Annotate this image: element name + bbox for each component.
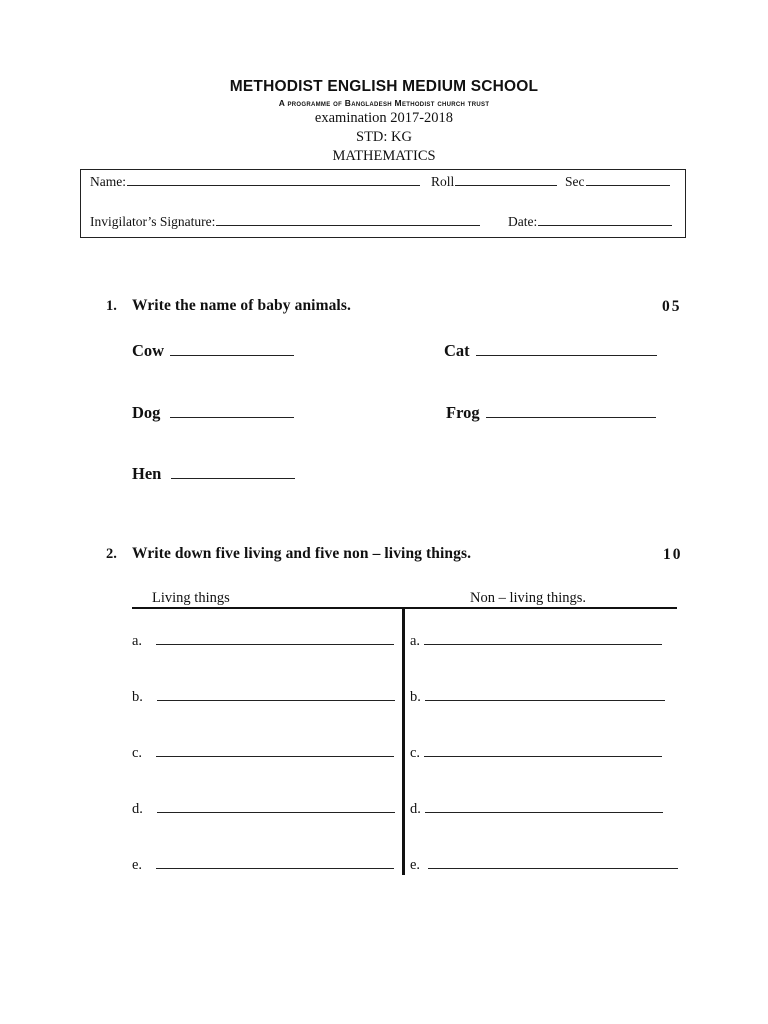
animal-label: Hen — [132, 464, 162, 483]
row-label: b. — [132, 689, 143, 705]
name-blank[interactable] — [127, 184, 420, 186]
sec-field[interactable] — [565, 174, 670, 190]
animal-label: Cat — [444, 341, 470, 360]
living-row-e[interactable] — [132, 857, 394, 874]
answer-blank[interactable] — [486, 416, 656, 418]
row-label: b. — [410, 689, 421, 705]
name-label: Name: — [90, 174, 126, 189]
col-living-header: Living things — [152, 590, 230, 606]
nonliving-row-c[interactable] — [410, 745, 662, 762]
row-label: d. — [132, 801, 143, 817]
animal-dog[interactable] — [132, 403, 294, 423]
row-label: c. — [132, 745, 143, 761]
q1-number: 1. — [106, 298, 117, 314]
nonliving-row-d[interactable] — [410, 801, 663, 818]
roll-field[interactable] — [431, 174, 557, 190]
signature-blank[interactable] — [216, 224, 480, 226]
row-label: e. — [410, 857, 421, 873]
q1-text: Write the name of baby animals. — [132, 297, 351, 314]
animal-hen[interactable] — [132, 464, 295, 484]
animal-frog[interactable] — [446, 403, 656, 423]
nonliving-row-e[interactable] — [410, 857, 678, 874]
answer-blank[interactable] — [424, 643, 662, 645]
living-row-c[interactable] — [132, 745, 394, 762]
living-row-a[interactable] — [132, 633, 394, 650]
subject: MATHEMATICS — [332, 148, 436, 164]
answer-blank[interactable] — [157, 699, 395, 701]
q2-text: Write down five living and five non – living things. — [132, 545, 472, 562]
nonliving-row-a[interactable] — [410, 633, 662, 650]
answer-blank[interactable] — [157, 811, 395, 813]
date-field[interactable] — [508, 214, 672, 230]
signature-label: Invigilator’s Signature: — [90, 214, 216, 229]
answer-blank[interactable] — [171, 477, 295, 479]
answer-blank[interactable] — [425, 811, 663, 813]
date-label: Date: — [508, 214, 538, 229]
answer-blank[interactable] — [170, 354, 294, 356]
signature-field[interactable] — [90, 214, 480, 230]
row-label: d. — [410, 801, 421, 817]
living-row-b[interactable] — [132, 689, 395, 706]
answer-blank[interactable] — [476, 354, 657, 356]
programme-line: A programme of Bangladesh Methodist church trust — [278, 98, 490, 108]
row-label: c. — [410, 745, 421, 761]
answer-blank[interactable] — [170, 416, 294, 418]
answer-blank[interactable] — [425, 699, 665, 701]
animal-label: Dog — [132, 403, 161, 422]
answer-blank[interactable] — [428, 867, 678, 869]
animal-label: Cow — [132, 341, 165, 360]
answer-blank[interactable] — [156, 755, 394, 757]
row-label: e. — [132, 857, 143, 873]
table-divider — [402, 607, 405, 875]
answer-blank[interactable] — [156, 867, 394, 869]
nonliving-row-b[interactable] — [410, 689, 665, 706]
school-name: METHODIST ENGLISH MEDIUM SCHOOL — [229, 78, 539, 95]
date-blank[interactable] — [538, 224, 672, 226]
exam-year: examination 2017-2018 — [314, 110, 454, 126]
standard: STD: KG — [356, 129, 412, 145]
q2-number: 2. — [106, 546, 117, 562]
living-row-d[interactable] — [132, 801, 395, 818]
answer-blank[interactable] — [424, 755, 662, 757]
q2-marks: 10 — [663, 546, 683, 563]
col-nonliving-header: Non – living things. — [470, 590, 587, 606]
roll-blank[interactable] — [455, 184, 557, 186]
roll-label: Roll — [431, 174, 455, 189]
answer-blank[interactable] — [156, 643, 394, 645]
q1-marks: 05 — [662, 298, 682, 315]
row-label: a. — [132, 633, 143, 649]
sec-blank[interactable] — [586, 184, 670, 186]
animal-cow[interactable] — [132, 341, 294, 361]
animal-cat[interactable] — [444, 341, 657, 361]
name-field[interactable] — [90, 174, 420, 190]
animal-label: Frog — [446, 403, 480, 422]
row-label: a. — [410, 633, 421, 649]
sec-label: Sec — [565, 174, 585, 189]
